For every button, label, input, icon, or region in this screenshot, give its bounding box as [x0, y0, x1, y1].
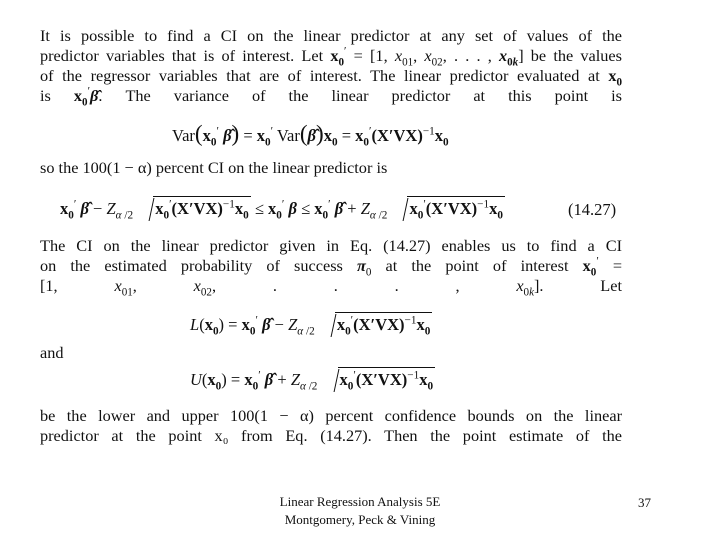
- variance-equation: $Var(x_0'$ β̂) = $x_0'$ $Var(\betâ)x_0 = x_0'(X'VX)^{-1}x_0$: [172, 120, 449, 149]
- and-text: and: [40, 343, 64, 362]
- intro-line-1: It is possible to find a CI on the linear predictor at any set of values of the: [40, 26, 622, 45]
- lower-bound-equation: $L(x_0) = x_0'$ β̂ − $Z_{\alpha /2}$ $x_0'(X'VX)^{-1}x_0$: [190, 312, 432, 335]
- intro-line-3-text: of the regressor variables that are of interest. The linear predictor evaluated at: [40, 66, 600, 85]
- prob-line-3a: [1,: [40, 276, 58, 295]
- intro-line-2: predictor variables that is of interest. Let $x_0' = [1$, $x_{01}$, $x_{02}$, . . . , $x_{0k}$] be the values: [40, 46, 622, 66]
- page-number: 37: [638, 495, 651, 510]
- sqrt-lower: $x_0'(X'VX)^{-1}x_0$: [319, 312, 433, 335]
- intro-line-2-bracket: = [1,: [353, 46, 388, 65]
- intro-line-2-end: ] be the values: [518, 46, 622, 65]
- prob-line-3b: ]. Let: [534, 276, 622, 295]
- intro-line-2-text: predictor variables that is of interest. Let: [40, 46, 324, 65]
- prob-line-1: The CI on the linear predictor given in Eq. (14.27) enables us to find a CI: [40, 236, 622, 255]
- footer-title: Linear Regression Analysis 5E: [279, 494, 441, 509]
- paragraph-ci-probability: [40, 236, 622, 296]
- equation-14-27: $x_0'$ β̂ − $Z_{\alpha /2}$ $x_0'(X'VX)^{-1}x_0 \le x_0'$ $\beta \le x_0'$ β̂ + $Z_{\alpha /2}$ $x_0'(X'VX)^{-1}x_0$: [60, 196, 505, 219]
- bounds-line-2: predictor at the point x₀ from Eq. (14.27). Then the point estimate of the: [40, 426, 622, 445]
- footer: [260, 493, 460, 529]
- and-word: [40, 343, 622, 363]
- ci-intro-line: so the 100(1 − α) percent CI on the linear predictor is: [40, 158, 388, 177]
- prob-line-2a: on the estimated probability of success: [40, 256, 343, 275]
- intro-line-4-text: . The variance of the linear predictor at this point is: [98, 86, 622, 105]
- sqrt-right: $x_0'(X'VX)^{-1}x_0$: [391, 196, 505, 219]
- intro-line-4: is $x_0'\betâ$. The variance of the linear predictor at this point is: [40, 86, 622, 106]
- footer-authors: Montgomery, Peck & Vining: [284, 512, 436, 527]
- prob-line-2b: at the point of interest: [385, 256, 569, 275]
- sqrt-upper: $x_0'(X'VX)^{-1}x_0$: [322, 367, 436, 390]
- equation-number: (14.27): [568, 200, 617, 219]
- bounds-line-1: be the lower and upper 100(1 − α) percent confidence bounds on the linear: [40, 406, 622, 425]
- prob-line-3: [1, $x_{01}$, $x_{02}$, . . . , $x_{0k}$]. Let: [40, 276, 622, 296]
- paragraph-bounds: [40, 406, 622, 446]
- intro-line-4-is: is: [40, 86, 51, 105]
- x0-prime-symbol: x: [330, 46, 339, 65]
- intro-line-3: of the regressor variables that are of interest. The linear predictor evaluated at $x_0$: [40, 66, 622, 86]
- sqrt-left: $x_0'(X'VX)^{-1}x_0$: [137, 196, 251, 219]
- paragraph-intro: [40, 26, 622, 106]
- paragraph-ci-intro: [40, 158, 622, 178]
- prob-line-2: on the estimated probability of success $\pi_0$ at the point of interest $x_0'$ =: [40, 256, 622, 276]
- upper-bound-equation: $U(x_0) = x_0'$ β̂ + $Z_{\alpha /2}$ $x_0'(X'VX)^{-1}x_0$: [190, 367, 435, 390]
